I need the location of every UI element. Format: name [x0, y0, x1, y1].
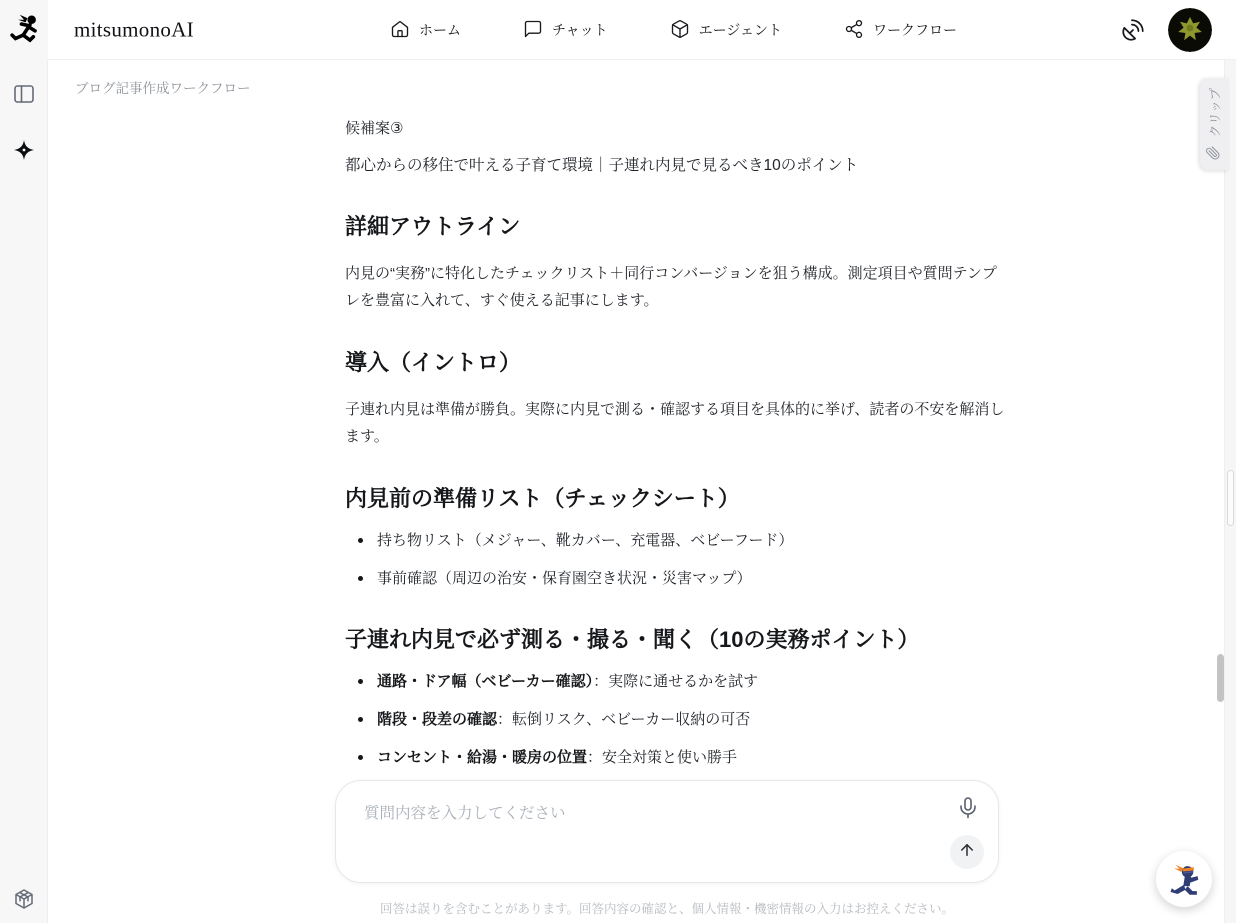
nav-agent[interactable]	[670, 19, 782, 42]
ninja-mascot-icon	[1164, 859, 1204, 899]
disclaimer-text: 回答は誤りを含むことがあります。回答内容の確認と、個人情報・機密情報の入力はお控えください。	[379, 902, 954, 916]
points-heading: 子連れ内見で必ず測る・撮る・聞く（10の実務ポイント）	[345, 627, 920, 652]
nav-chat[interactable]	[523, 19, 608, 42]
home-icon	[390, 19, 410, 42]
send-button[interactable]	[950, 835, 984, 869]
panel-toggle-icon[interactable]	[12, 82, 36, 106]
main-nav	[390, 0, 957, 60]
list-item: 事前確認（周辺の治安・保育園空き状況・災害マップ）	[345, 566, 1007, 591]
chat-bubble-icon	[523, 19, 543, 42]
outline-heading: 詳細アウトライン	[345, 214, 521, 239]
candidate-label: 候補案③	[345, 120, 404, 137]
satellite-dish-icon[interactable]	[1120, 17, 1146, 43]
nav-workflow[interactable]	[844, 19, 957, 42]
intro-paragraph: 子連れ内見は準備が勝負。実際に内見で測る・確認する項目を具体的に挙げ、読者の不安を解消します。	[345, 401, 1005, 445]
microphone-icon[interactable]	[956, 796, 982, 822]
arrow-up-icon	[958, 841, 976, 864]
share-nodes-icon	[844, 19, 864, 42]
list-item: 持ち物リスト（メジャー、靴カバー、充電器、ベビーフード）	[345, 528, 1007, 553]
intro-heading: 導入（イントロ）	[345, 350, 522, 375]
nav-chat-label: チャット	[552, 22, 608, 38]
list-item: 階段・段差の確認：転倒リスク、ベビーカー収納の可否	[345, 707, 1007, 732]
list-item: 通路・ドア幅（ベビーカー確認）：実際に通せるかを試す	[345, 669, 1007, 694]
clip-side-tab[interactable]	[1200, 78, 1228, 170]
sparkle-icon[interactable]	[12, 138, 36, 162]
list-item: コンセント・給湯・暖房の位置：安全対策と使い勝手	[345, 745, 1007, 770]
nav-agent-label: エージェント	[698, 22, 783, 38]
prep-heading: 内見前の準備リスト（チェックシート）	[345, 486, 740, 511]
ninja-logo-icon[interactable]	[0, 0, 48, 60]
header-right	[1120, 0, 1212, 60]
breadcrumb: ブログ記事作成ワークフロー	[75, 81, 251, 96]
outline-paragraph: 内見の“実務”に特化したチェックリスト＋同行コンバージョンを狙う構成。測定項目や質問テンプレを豊富に入れて、すぐ使える記事にします。	[345, 265, 997, 309]
ninja-assistant-button[interactable]	[1156, 851, 1212, 907]
question-input[interactable]	[364, 801, 924, 865]
clip-tab-label: クリップ	[1208, 87, 1223, 138]
paperclip-icon	[1205, 145, 1223, 160]
brand-name[interactable]: mitsumonoAI	[74, 17, 194, 41]
window-scrollbar-track	[1224, 60, 1236, 923]
chat-composer	[335, 780, 999, 883]
user-avatar[interactable]	[1168, 8, 1212, 52]
top-navbar	[0, 0, 1236, 60]
window-scrollbar-thumb[interactable]	[1227, 470, 1234, 526]
nav-home-label: ホーム	[419, 22, 461, 38]
left-sidebar	[0, 60, 48, 923]
cube-icon	[670, 19, 690, 42]
points-list	[345, 669, 1007, 770]
candidate-title: 都心からの移住で叶える子育て環境｜子連れ内見で見るべき10のポイント	[345, 157, 859, 174]
nav-home[interactable]	[390, 19, 461, 42]
assistant-message	[345, 60, 1007, 770]
prep-list	[345, 528, 1007, 591]
content-scrollbar-thumb[interactable]	[1217, 654, 1224, 702]
wireframe-box-icon[interactable]	[12, 887, 36, 911]
nav-workflow-label: ワークフロー	[873, 22, 958, 38]
